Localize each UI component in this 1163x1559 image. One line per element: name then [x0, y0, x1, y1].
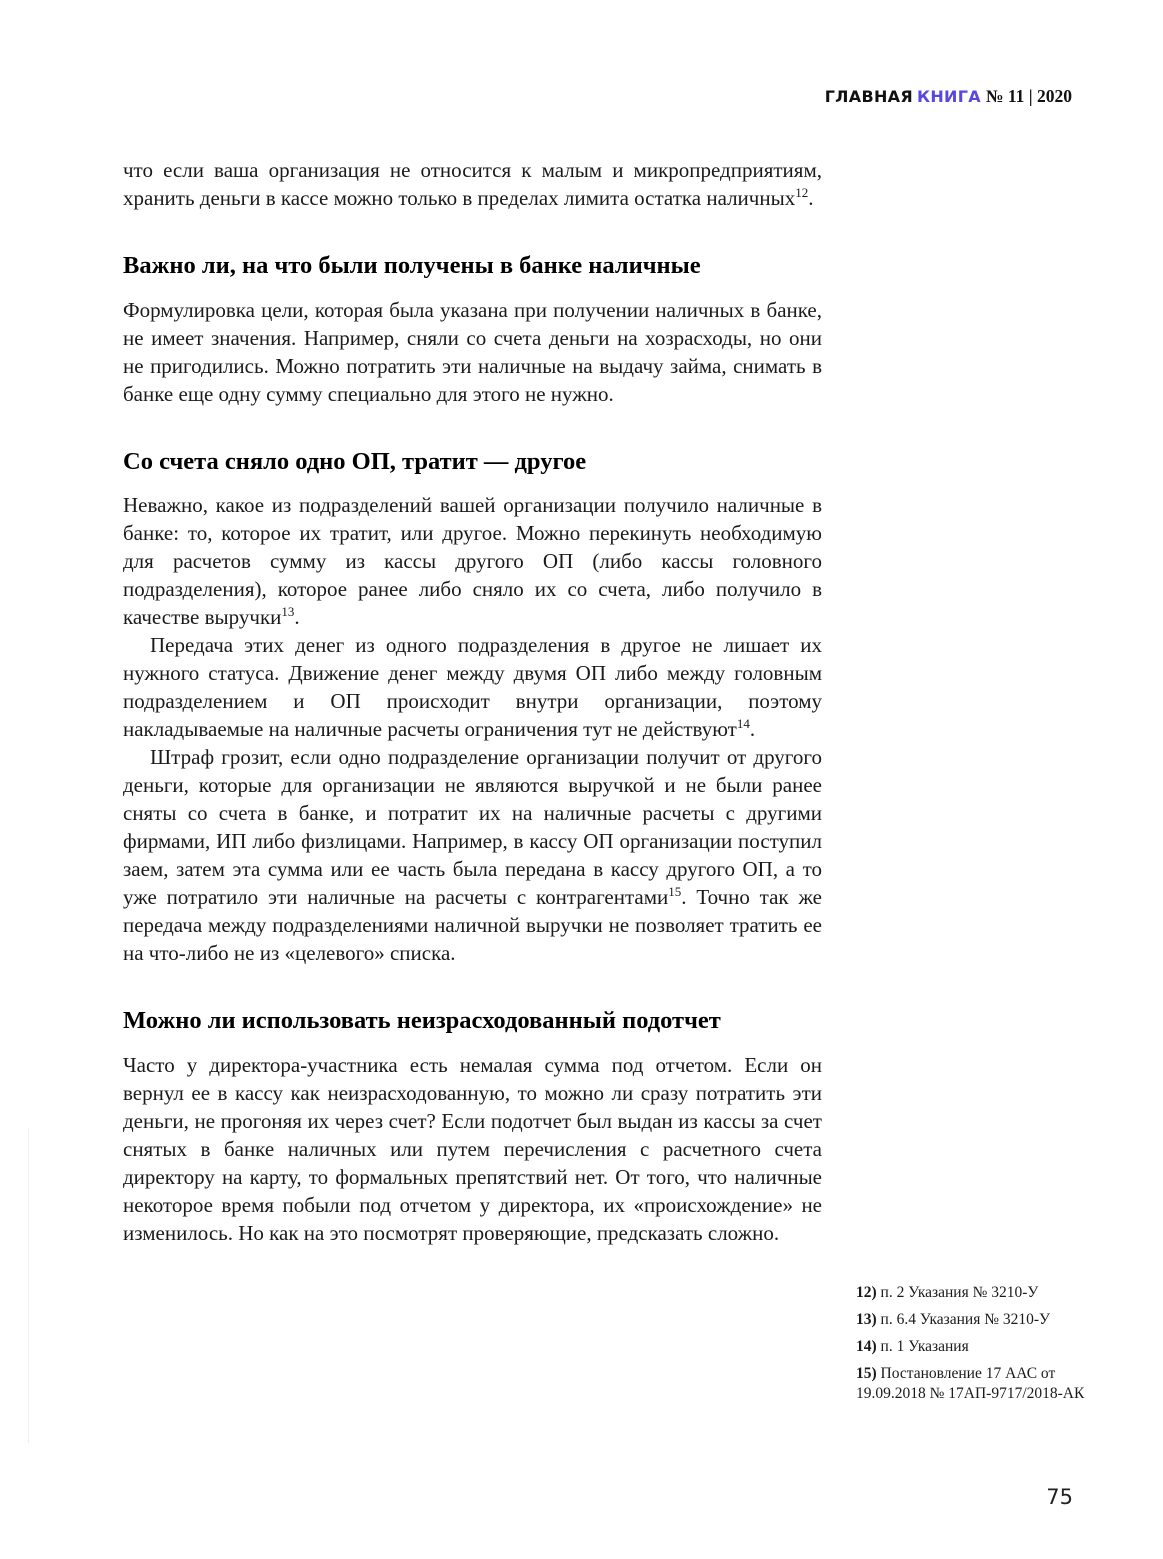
paragraph-text: Передача этих денег из одного подразделения в другое не лишает их нужного статуса. Движение денег между двумя ОП либо между головным подразделением и ОП происходит внутри организации, поэтому накладываемые на наличные расчеты ограничения тут не действуют [123, 633, 822, 741]
article-column [123, 156, 822, 1247]
section-heading: Со счета сняло одно ОП, тратит — другое [123, 447, 587, 475]
paragraph-text: Формулировка цели, которая была указана при получении наличных в банке, не имеет значения. Например, сняли со счета деньги на хозрасходы, но они не пригодились. Можно потратить эти наличные на выдачу займа, снимать в банке еще одну сумму специально для этого не нужно. [123, 297, 822, 406]
paragraph-text: Часто у директора-участника есть немалая сумма под отчетом. Если он вернул ее в кассу как неизрасходованную, то можно ли сразу потратить эти деньги, не прогоняя их через счет? Если подотчет был выдан из кассы за счет снятых в банке наличных или путем перечисления с расчетного счета директору на карту, то формальных препятствий нет. От того, что наличные некоторое время побыли под отчетом у директора, их «происхождение» не изменилось. Но как на это посмотрят проверяющие, предсказать сложно. [123, 1052, 822, 1245]
paragraph [123, 1051, 822, 1247]
footnote-text: п. 1 Указания [880, 1338, 969, 1355]
paragraph-text: Неважно, какое из подразделений вашей организации получило наличные в банке: то, которое их тратит, или другое. Можно перекинуть необходимую для расчетов сумму из кассы другого ОП (либо кассы головного подразделения), которое ранее либо сняло их со счета, либо получило в качестве выручки [123, 493, 822, 629]
section-heading: Важно ли, на что были получены в банке наличные [123, 252, 701, 279]
footnote-ref: 15 [668, 884, 682, 899]
footnote-text: п. 6.4 Указания № 3210-У [880, 1311, 1051, 1328]
paragraph-text: что если ваша организация не относится к малым и микропредприятиям, хранить деньги в кассе можно только в пределах лимита остатка наличных [123, 158, 822, 210]
page-number: 75 [1046, 1485, 1073, 1509]
footnote-ref: 14 [736, 716, 750, 731]
paragraph-text: . Точно так же передача между подразделениями наличной выручки не позволяет тратить ее на что-либо не из «целевого» списка. [123, 885, 823, 965]
paragraph [123, 296, 822, 408]
footnote-text: Постановление 17 ААС от 19.09.2018 № 17АП-9717/2018-АК [856, 1365, 1085, 1402]
footnote-number: 14) [856, 1338, 877, 1355]
footnote-text: п. 2 Указания № 3210-У [880, 1284, 1039, 1301]
paragraph-text: . [808, 186, 814, 210]
footnote-number: 15) [856, 1365, 877, 1382]
footnote-ref: 12 [795, 185, 809, 200]
left-margin-rule [28, 1128, 29, 1443]
footnote [856, 1283, 1091, 1303]
paragraph [123, 743, 822, 967]
footnote-list [856, 1283, 1091, 1411]
paragraph-text: . [294, 605, 300, 629]
footnote-number: 12) [856, 1284, 877, 1301]
paragraph [123, 491, 822, 631]
magazine-issue: № 11 | 2020 [985, 86, 1072, 106]
footnote [856, 1310, 1091, 1330]
paragraph-text: . [749, 717, 756, 741]
paragraph-text: Штраф грозит, если одно подразделение организации получит от другого деньги, которые для организации не являются выручкой и не были ранее сняты со счета в банке, и потратит их на наличные расчеты с другими фирмами, ИП либо физлицами. Например, в кассу ОП организации поступил заем, затем эта сумма или ее часть была передана в кассу другого ОП, а то уже потратило эти наличные на расчеты с контрагентами [123, 745, 822, 909]
magazine-title-black: ГЛАВНАЯ [824, 87, 913, 106]
footnote [856, 1364, 1091, 1404]
paragraph [123, 631, 822, 743]
footnote-number: 13) [856, 1311, 877, 1328]
page-header [825, 86, 1072, 107]
section-heading: Можно ли использовать неизрасходованный подотчет [123, 1007, 721, 1034]
magazine-title-accent: КНИГА [916, 87, 981, 106]
footnote-ref: 13 [281, 604, 295, 619]
paragraph [123, 156, 822, 212]
footnote [856, 1337, 1091, 1357]
